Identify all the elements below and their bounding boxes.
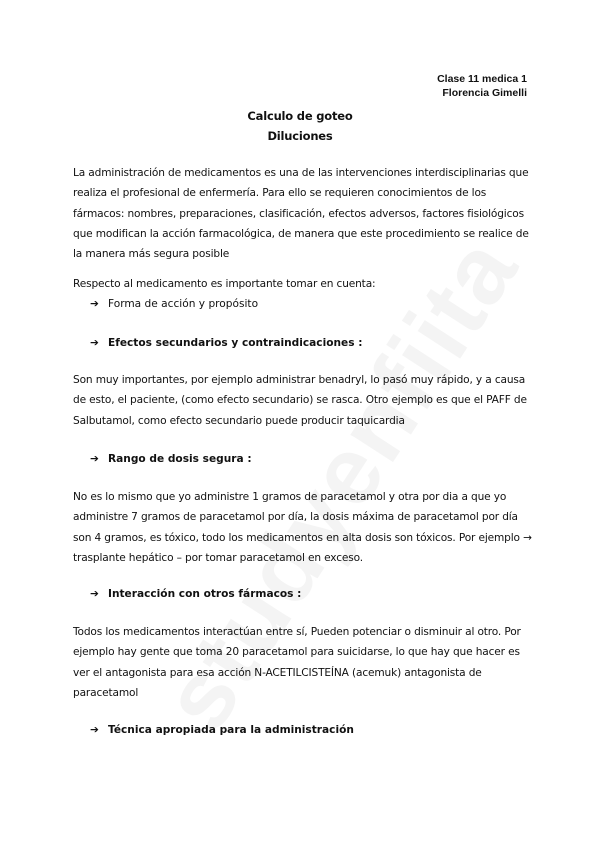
- title-line-1: Calculo de goteo: [247, 109, 353, 123]
- document-title: [0, 106, 600, 146]
- header-meta: [437, 72, 527, 100]
- bullet-text: Efectos secundarios y contraindicaciones :: [108, 337, 363, 349]
- arrow-icon: ➔: [90, 588, 99, 600]
- efectos-paragraph: Son muy importantes, por ejemplo administrar benadryl, lo pasó muy rápido, y a causa de esto, el paciente, (como efecto secundario) se rasca. Otro ejemplo es que el PAFF de Salbutamol, como efecto secundario puede producir taquicardia: [73, 374, 527, 427]
- bullet-text: Rango de dosis segura :: [108, 453, 252, 465]
- class-label: Clase 11 medica 1: [437, 73, 527, 85]
- arrow-icon: ➔: [90, 724, 99, 736]
- arrow-icon: ➔: [90, 337, 99, 349]
- bullet-forma-accion: [90, 294, 258, 314]
- respecto-paragraph: Respecto al medicamento es importante tomar en cuenta:: [73, 278, 376, 290]
- arrow-icon: ➔: [90, 298, 99, 310]
- intro-paragraph: La administración de medicamentos es una de las intervenciones interdisciplinarias que realiza el profesional de enfermería. Para ello se requieren conocimientos de los fármacos: nombres, preparaciones, clasificación, efectos adversos, factores fisiológicos que modifican la acción farmacológica, de manera que este procedimiento se realice de la manera más segura posible: [73, 167, 529, 261]
- title-line-2: Diluciones: [267, 129, 333, 143]
- bullet-efectos-secundarios: [90, 333, 362, 353]
- bullet-interaccion: [90, 584, 301, 604]
- arrow-icon: ➔: [90, 453, 99, 465]
- bullet-rango-dosis: [90, 449, 252, 469]
- bullet-text: Interacción con otros fármacos :: [108, 588, 302, 600]
- bullet-tecnica: [90, 720, 354, 740]
- rango-paragraph: No es lo mismo que yo administre 1 gramos de paracetamol y otra por dia a que yo administre 7 gramos de paracetamol por día, la dosis máxima de paracetamol por día son 4 gramos, es tóxico, todo los medicamentos en alta dosis son tóxicos. Por ejemplo → trasplante hepático – por tomar paracetamol en exceso.: [73, 491, 532, 564]
- bullet-text: Forma de acción y propósito: [108, 298, 259, 310]
- interaccion-paragraph: Todos los medicamentos interactúan entre sí, Pueden potenciar o disminuir al otro. Por ejemplo hay gente que toma 20 paracetamol para suicidarse, lo que hay que hacer es ver el antagonista para esa acción N-ACETILCISTEÍNA (acemuk) antagonista de paracetamol: [73, 626, 521, 699]
- bullet-text: Técnica apropiada para la administración: [108, 724, 354, 736]
- author-name: Florencia Gimelli: [442, 87, 527, 99]
